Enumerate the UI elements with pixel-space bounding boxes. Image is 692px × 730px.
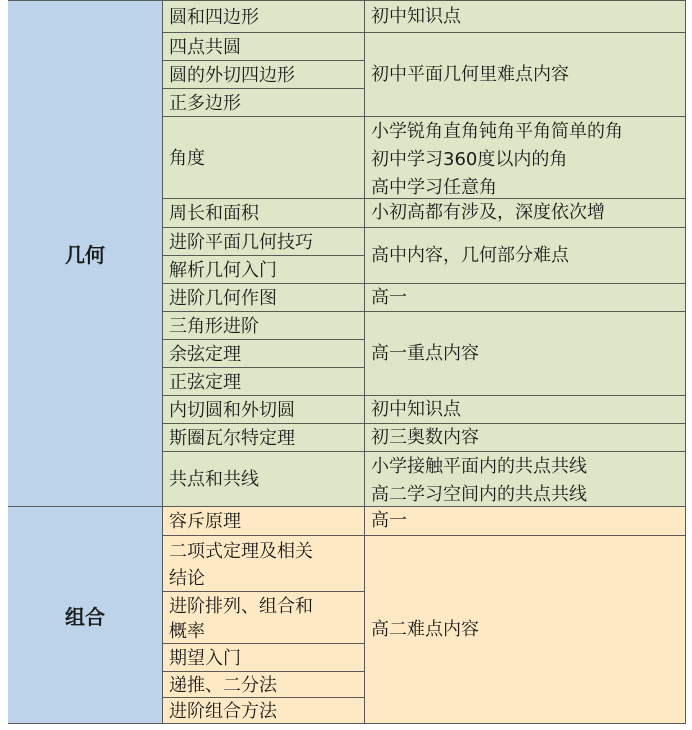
note-line: 高二学习空间内的共点共线: [371, 484, 587, 505]
topic-cell: 进阶几何作图: [163, 284, 365, 312]
note-cell: [365, 33, 686, 117]
note-cell: [365, 396, 686, 424]
topic-cell: 圆的外切四边形: [163, 61, 365, 89]
topic-cell: 角度: [163, 117, 365, 199]
note-line: 小学锐角直角钝角平角简单的角: [371, 121, 623, 142]
topic-cell: 圆和四边形: [163, 1, 365, 33]
note-line: 高二难点内容: [371, 618, 479, 640]
topic-line: 结论: [169, 568, 205, 589]
topic-line: 期望入门: [169, 647, 241, 669]
note-cell: [365, 452, 686, 507]
topic-line: 递推、二分法: [169, 674, 277, 696]
topic-cell: [163, 672, 365, 698]
topic-cell: 斯圈瓦尔特定理: [163, 424, 365, 452]
topic-cell: [163, 644, 365, 672]
note-cell: [365, 199, 686, 228]
note-cell: [365, 117, 686, 199]
topic-cell: [163, 536, 365, 592]
topic-cell: 正弦定理: [163, 368, 365, 396]
note-line: 初中学习360度以内的角: [371, 149, 568, 170]
topic-line: 二项式定理及相关: [169, 541, 313, 562]
note-cell: [365, 312, 686, 396]
note-cell: [365, 1, 686, 33]
topic-cell: 解析几何入门: [163, 256, 365, 284]
note-line: 小初高都有涉及，深度依次增: [371, 202, 605, 223]
note-cell: [365, 424, 686, 452]
topic-cell: 周长和面积: [163, 199, 365, 228]
topic-cell: 正多边形: [163, 89, 365, 117]
topic-line: 进阶排列、组合和: [169, 596, 313, 617]
note-line: 初三奥数内容: [371, 426, 479, 448]
topic-cell: [163, 592, 365, 644]
topic-cell: 三角形进阶: [163, 312, 365, 340]
topic-cell: 四点共圆: [163, 33, 365, 61]
topic-cell: [163, 698, 365, 724]
note-line: 高一重点内容: [371, 342, 479, 364]
note-line: 高一: [371, 286, 407, 308]
category-combinatorics: 组合: [8, 507, 163, 724]
note-line: 高一: [371, 510, 407, 531]
note-cell: [365, 507, 686, 536]
note-cell: [365, 284, 686, 312]
topic-cell: 余弦定理: [163, 340, 365, 368]
note-line: 初中知识点: [371, 5, 461, 27]
note-line: 小学接触平面内的共点共线: [371, 456, 587, 477]
topic-line: 容斥原理: [169, 511, 241, 532]
topic-cell: 内切圆和外切圆: [163, 396, 365, 424]
topic-line: 概率: [169, 621, 205, 642]
note-cell: [365, 228, 686, 284]
note-cell: [365, 536, 686, 724]
note-line: 初中平面几何里难点内容: [371, 63, 569, 85]
note-line: 高中学习任意角: [371, 177, 497, 198]
topic-cell: 共点和共线: [163, 452, 365, 507]
category-geometry: 几何: [8, 1, 163, 507]
note-line: 高中内容，几何部分难点: [371, 244, 569, 266]
topic-line: 进阶组合方法: [169, 700, 277, 722]
topic-cell: 进阶平面几何技巧: [163, 228, 365, 256]
note-line: 初中知识点: [371, 398, 461, 420]
topic-cell: [163, 507, 365, 536]
